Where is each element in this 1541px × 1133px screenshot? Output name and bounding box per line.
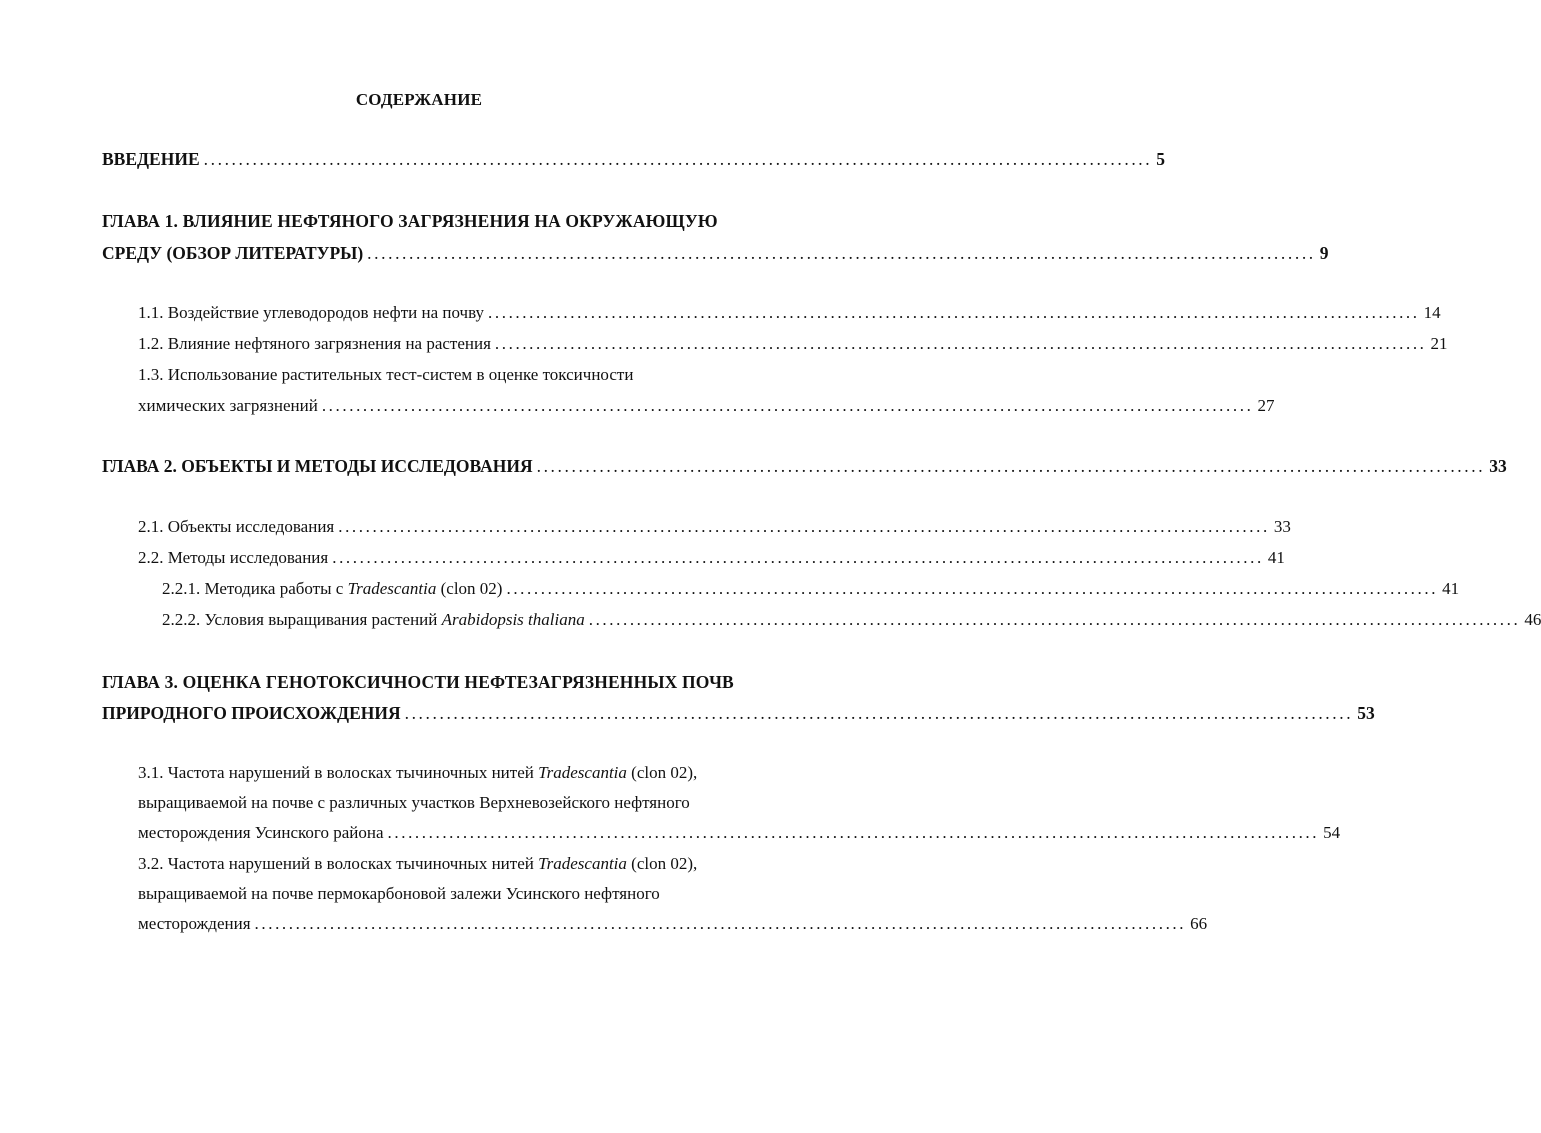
toc-entry-label: месторождения Усинского района — [138, 823, 384, 842]
toc-page-number: 5 — [1156, 149, 1165, 169]
toc-entry-3-1[interactable] — [138, 822, 1341, 844]
toc-chapter-1-line1[interactable]: ГЛАВА 1. ВЛИЯНИЕ НЕФТЯНОГО ЗАГРЯЗНЕНИЯ НА ОКРУЖАЮЩУЮ — [102, 211, 718, 231]
toc-entry-label: 1.1. Воздействие углеводородов нефти на почву — [138, 303, 485, 322]
leader-dots: ........................................................................................................................................ — [254, 914, 1187, 933]
toc-entry-label: ГЛАВА 2. ОБЪЕКТЫ И МЕТОДЫ ИССЛЕДОВАНИЯ — [102, 456, 533, 476]
toc-page-number: 9 — [1319, 243, 1329, 263]
toc-entry-label — [162, 578, 502, 600]
label-text: 3.2. Частота нарушений в волосках тычиночных нитей — [138, 854, 539, 873]
toc-entry-1-2[interactable] — [138, 333, 1448, 355]
toc-entry-2-2[interactable] — [138, 547, 1285, 569]
toc-entry-label: 1.2. Влияние нефтяного загрязнения на растения — [138, 334, 491, 353]
label-suffix: (clon 02), — [626, 763, 698, 782]
leader-dots: ........................................................................................................................................ — [404, 703, 1354, 723]
leader-dots: ........................................................................................................................................ — [332, 548, 1264, 567]
page-title: СОДЕРЖАНИЕ — [355, 90, 483, 109]
toc-page-number: 14 — [1423, 303, 1441, 322]
leader-dots: ........................................................................................................................................ — [488, 303, 1420, 322]
toc-entry-3-2-line2[interactable]: выращиваемой на почве пермокарбоновой залежи Усинского нефтяного — [138, 884, 660, 903]
toc-entry-chapter-2[interactable] — [102, 455, 1507, 477]
toc-entry-3-1-line1[interactable] — [138, 762, 697, 784]
toc-page-number: 41 — [1267, 548, 1285, 567]
toc-entry-2-2-1[interactable] — [162, 578, 1460, 600]
toc-entry-2-1[interactable] — [138, 516, 1291, 538]
toc-page-number: 46 — [1524, 610, 1541, 629]
leader-dots: ........................................................................................................................................ — [536, 456, 1486, 476]
toc-entry-label: ВВЕДЕНИЕ — [102, 149, 200, 169]
toc-entry-1-1[interactable] — [138, 302, 1441, 324]
toc-entry-3-2[interactable] — [138, 913, 1208, 935]
label-text: 2.2.2. Условия выращивания растений — [162, 610, 442, 629]
species-name: Tradescantia — [538, 854, 627, 873]
toc-page-number: 53 — [1357, 703, 1375, 723]
label-text: 2.2.1. Методика работы с — [162, 579, 348, 598]
label-suffix: (clon 02) — [436, 579, 503, 598]
toc-entry-chapter-1[interactable] — [102, 242, 1329, 264]
leader-dots: ........................................................................................................................................ — [506, 579, 1439, 598]
species-name: Arabidopsis thaliana — [441, 610, 585, 629]
species-name: Tradescantia — [538, 763, 627, 782]
species-name: Tradescantia — [347, 579, 437, 598]
toc-entry-1-3-line1[interactable]: 1.3. Использование растительных тест-систем в оценке токсичности — [138, 365, 634, 384]
toc-entry-label: 2.1. Объекты исследования — [138, 517, 335, 536]
leader-dots: ........................................................................................................................................ — [387, 823, 1320, 842]
toc-entry-1-3[interactable] — [138, 395, 1275, 417]
toc-entry-label: месторождения — [138, 914, 251, 933]
toc-page-number: 33 — [1489, 456, 1507, 476]
toc-page-number: 27 — [1257, 396, 1275, 415]
toc-page-number: 33 — [1273, 517, 1291, 536]
toc-page-number: 54 — [1323, 823, 1341, 842]
leader-dots: ........................................................................................................................................ — [494, 334, 1427, 353]
toc-entry-label — [162, 609, 585, 631]
toc-page-number: 41 — [1442, 579, 1460, 598]
leader-dots: ........................................................................................................................................ — [203, 149, 1153, 169]
toc-page-number: 21 — [1430, 334, 1448, 353]
toc-entry-label: химических загрязнений — [138, 396, 318, 415]
leader-dots: ........................................................................................................................................ — [588, 610, 1521, 629]
toc-entry-3-2-line1[interactable] — [138, 853, 697, 875]
toc-entry-label: ПРИРОДНОГО ПРОИСХОЖДЕНИЯ — [102, 703, 401, 723]
leader-dots: ........................................................................................................................................ — [321, 396, 1254, 415]
leader-dots: ........................................................................................................................................ — [367, 243, 1316, 263]
label-text: 3.1. Частота нарушений в волосках тычиночных нитей — [138, 763, 539, 782]
toc-entry-label: СРЕДУ (ОБЗОР ЛИТЕРАТУРЫ) — [102, 243, 364, 263]
leader-dots: ........................................................................................................................................ — [338, 517, 1270, 536]
toc-entry-2-2-2[interactable] — [162, 609, 1541, 631]
toc-page-number: 66 — [1190, 914, 1208, 933]
toc-entry-intro[interactable] — [102, 148, 1165, 170]
toc-entry-chapter-3[interactable] — [102, 702, 1375, 724]
toc-entry-label: 2.2. Методы исследования — [138, 548, 329, 567]
label-suffix: (clon 02), — [626, 854, 698, 873]
toc-entry-3-1-line2[interactable]: выращиваемой на почве с различных участков Верхневозейского нефтяного — [138, 793, 690, 812]
toc-chapter-3-line1[interactable]: ГЛАВА 3. ОЦЕНКА ГЕНОТОКСИЧНОСТИ НЕФТЕЗАГРЯЗНЕННЫХ ПОЧВ — [102, 672, 734, 692]
